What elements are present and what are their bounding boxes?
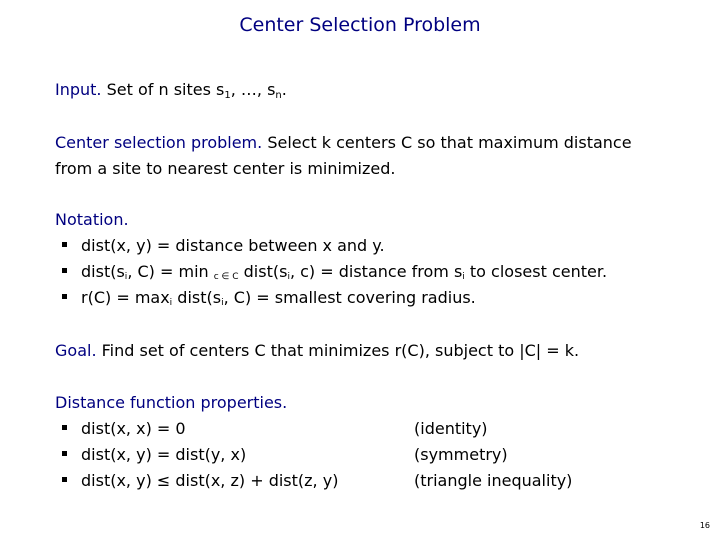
notation-item-1: dist(x, y) = distance between x and y. — [62, 236, 385, 255]
goal-label: Goal. — [55, 341, 97, 360]
property-item-2: dist(x, y) = dist(y, x) — [62, 445, 246, 464]
problem-text-1: Select k centers C so that maximum distance — [267, 133, 632, 152]
problem-label: Center selection problem. — [55, 133, 263, 152]
input-text: Set of n sites $s_1$, …, $s_n$. — [106, 80, 287, 101]
bullet-icon — [62, 477, 67, 482]
notation-item-3: r(C) = maxi dist(si, C) = smallest covering radius. — [62, 288, 476, 307]
page-number: 16 — [699, 521, 710, 530]
goal-line — [55, 341, 579, 360]
property-item-3: dist(x, y) ≤ dist(x, z) + dist(z, y) — [62, 471, 338, 490]
notation-heading: Notation. — [55, 210, 129, 229]
properties-heading: Distance function properties. — [55, 393, 288, 412]
property-name-2: (symmetry) — [414, 445, 508, 464]
bullet-icon — [62, 294, 67, 299]
bullet-icon — [62, 242, 67, 247]
bullet-icon — [62, 451, 67, 456]
problem-line-1 — [55, 133, 632, 152]
input-line — [55, 80, 287, 99]
bullet-icon — [62, 268, 67, 273]
notation-item-2: dist(si, C) = min c ∈ C dist(si, c) = distance from si to closest center. — [62, 262, 607, 281]
input-label: Input. — [55, 80, 102, 99]
problem-line-2: from a site to nearest center is minimized. — [55, 159, 396, 178]
property-name-1: (identity) — [414, 419, 488, 438]
bullet-icon — [62, 425, 67, 430]
slide-title: Center Selection Problem — [239, 14, 481, 36]
property-item-1: dist(x, x) = 0 — [62, 419, 186, 438]
goal-text: Find set of centers C that minimizes r(C), subject to |C| = k. — [101, 341, 580, 360]
property-name-3: (triangle inequality) — [414, 471, 573, 490]
